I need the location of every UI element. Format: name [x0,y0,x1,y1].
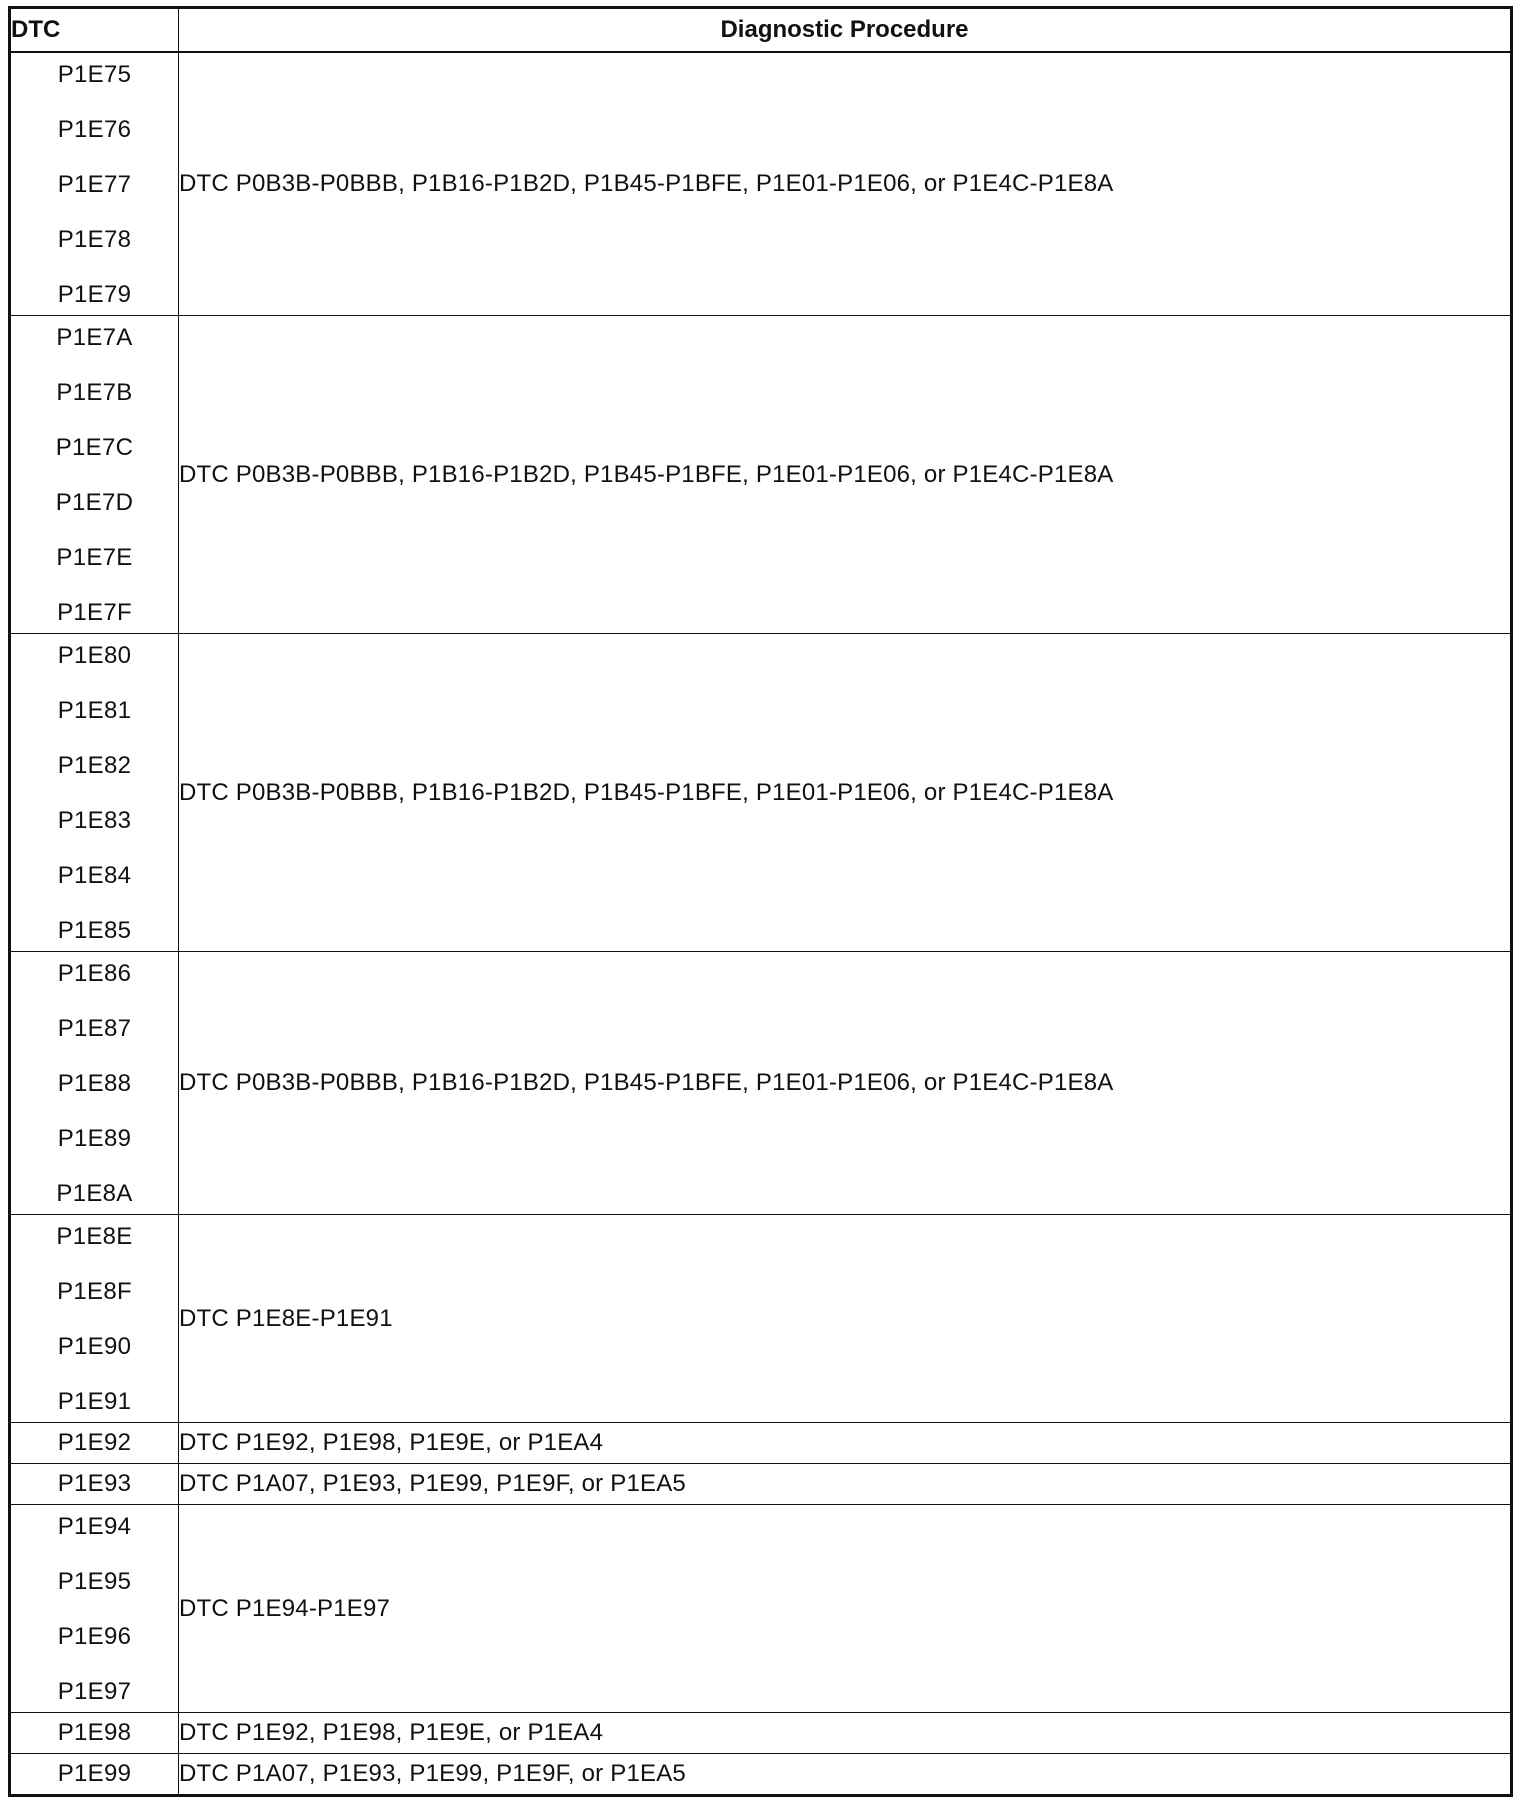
dtc-code: P1E82 [57,752,132,779]
dtc-code: P1E87 [57,1015,132,1042]
dtc-code: P1E79 [57,281,132,308]
dtc-code: P1E7E [56,544,133,571]
table-row [10,1464,1512,1505]
dtc-code: P1E7B [56,379,133,406]
dtc-code: P1E7D [55,489,134,516]
dtc-codes-cell [10,1464,179,1505]
dtc-code: P1E7C [55,434,134,461]
dtc-code: P1E92 [57,1429,132,1456]
dtc-code: P1E8F [57,1278,132,1305]
diagnostic-procedure-cell: DTC P1E92, P1E98, P1E9E, or P1EA4 [179,1423,1512,1464]
dtc-code: P1E85 [57,917,132,944]
diagnostic-procedure-cell: DTC P0B3B-P0BBB, P1B16-P1B2D, P1B45-P1BFE, P1E01-P1E06, or P1E4C-P1E8A [179,634,1512,952]
dtc-code: P1E7F [57,599,132,626]
dtc-codes-cell [10,1713,179,1754]
dtc-code: P1E86 [57,960,132,987]
table-row [10,634,1512,952]
dtc-code: P1E76 [57,116,132,143]
dtc-code: P1E78 [57,226,132,253]
dtc-codes-cell [10,634,179,952]
dtc-code: P1E8A [56,1180,133,1207]
dtc-code: P1E7A [56,324,133,351]
table-row [10,1423,1512,1464]
diagnostic-procedure-cell: DTC P0B3B-P0BBB, P1B16-P1B2D, P1B45-P1BFE, P1E01-P1E06, or P1E4C-P1E8A [179,316,1512,634]
dtc-code: P1E80 [57,642,132,669]
dtc-code: P1E90 [57,1333,132,1360]
diagnostic-procedure-cell: DTC P0B3B-P0BBB, P1B16-P1B2D, P1B45-P1BFE, P1E01-P1E06, or P1E4C-P1E8A [179,952,1512,1215]
dtc-code: P1E89 [57,1125,132,1152]
dtc-code: P1E75 [57,61,132,88]
table-header [10,8,1512,53]
dtc-procedure-table [8,6,1513,1797]
dtc-code: P1E94 [57,1513,132,1540]
diagnostic-procedure-cell: DTC P1E8E-P1E91 [179,1215,1512,1423]
dtc-code: P1E88 [57,1070,132,1097]
table-row [10,1215,1512,1423]
procedure-column-header: Diagnostic Procedure [179,8,1512,53]
table-row [10,52,1512,316]
dtc-codes-cell [10,1754,179,1796]
table-row [10,1505,1512,1713]
dtc-code: P1E93 [57,1470,132,1497]
header-row [10,8,1512,53]
dtc-column-header: DTC [10,8,179,53]
diagnostic-procedure-cell: DTC P1A07, P1E93, P1E99, P1E9F, or P1EA5 [179,1464,1512,1505]
dtc-code: P1E97 [57,1678,132,1705]
table-body [10,52,1512,1796]
dtc-code: P1E84 [57,862,132,889]
dtc-codes-cell [10,316,179,634]
table-row [10,316,1512,634]
diagnostic-procedure-cell: DTC P0B3B-P0BBB, P1B16-P1B2D, P1B45-P1BFE, P1E01-P1E06, or P1E4C-P1E8A [179,52,1512,316]
dtc-code: P1E8E [56,1223,133,1250]
dtc-code: P1E81 [57,697,132,724]
dtc-code: P1E77 [57,171,132,198]
diagnostic-procedure-cell: DTC P1E94-P1E97 [179,1505,1512,1713]
diagnostic-procedure-cell: DTC P1E92, P1E98, P1E9E, or P1EA4 [179,1713,1512,1754]
table-row [10,952,1512,1215]
dtc-code: P1E83 [57,807,132,834]
dtc-codes-cell [10,1423,179,1464]
dtc-code: P1E96 [57,1623,132,1650]
dtc-code: P1E99 [57,1760,132,1787]
dtc-codes-cell [10,952,179,1215]
dtc-codes-cell [10,1215,179,1423]
dtc-code: P1E91 [57,1388,132,1415]
table-row [10,1754,1512,1796]
dtc-codes-cell [10,52,179,316]
dtc-codes-cell [10,1505,179,1713]
diagnostic-procedure-cell: DTC P1A07, P1E93, P1E99, P1E9F, or P1EA5 [179,1754,1512,1796]
table-row [10,1713,1512,1754]
dtc-code: P1E95 [57,1568,132,1595]
dtc-code: P1E98 [57,1719,132,1746]
